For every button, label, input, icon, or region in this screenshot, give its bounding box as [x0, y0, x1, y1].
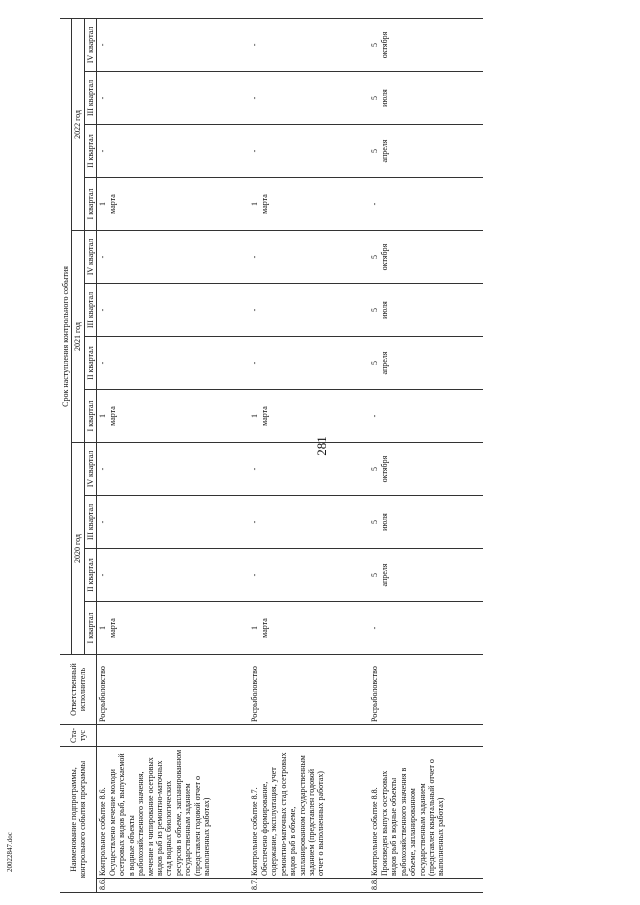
row-number: 8.8. — [369, 879, 483, 893]
deadline-cell — [369, 72, 483, 125]
header-quarter: I квартал — [84, 390, 96, 443]
deadline-cell — [249, 125, 369, 178]
deadline-month: июля — [379, 301, 389, 319]
deadline-day: 5 — [370, 149, 380, 153]
deadline-day: - — [98, 308, 108, 312]
deadline-cell — [369, 496, 483, 549]
deadline-day: - — [98, 573, 108, 577]
deadline-cell — [249, 602, 369, 655]
deadline-cell — [97, 72, 250, 125]
deadline-cell — [249, 178, 369, 231]
deadline-day: - — [98, 467, 108, 471]
deadline-month: апреля — [379, 351, 389, 375]
deadline-month: июля — [379, 513, 389, 531]
header-quarter: I квартал — [84, 602, 96, 655]
footer-filename: 20022847.doc — [6, 832, 14, 872]
deadline-day: - — [370, 202, 380, 206]
deadline-cell — [97, 443, 250, 496]
deadline-month: апреля — [379, 139, 389, 163]
deadline-day: 1 — [250, 202, 260, 206]
deadline-cell — [249, 549, 369, 602]
deadline-cell — [249, 390, 369, 443]
deadline-day: - — [250, 255, 260, 259]
event-status — [249, 725, 369, 747]
deadline-month: октября — [379, 455, 389, 483]
header-quarter: III квартал — [84, 496, 96, 549]
deadline-cell — [369, 178, 483, 231]
deadline-cell — [97, 178, 250, 231]
header-year: 2020 год — [72, 443, 84, 655]
header-quarter: III квартал — [84, 72, 96, 125]
deadline-cell — [249, 496, 369, 549]
deadline-cell — [249, 337, 369, 390]
deadline-cell — [249, 231, 369, 284]
deadline-day: - — [370, 626, 380, 630]
deadline-cell — [249, 443, 369, 496]
header-quarter: III квартал — [84, 284, 96, 337]
deadline-day: - — [250, 361, 260, 365]
deadline-month: марта — [107, 618, 117, 638]
event-executor: Росрыболовство — [369, 655, 483, 725]
rotated-table-page — [60, 18, 600, 893]
deadline-cell — [369, 549, 483, 602]
deadline-month: апреля — [379, 563, 389, 587]
deadline-month: июля — [379, 89, 389, 107]
deadline-cell — [97, 337, 250, 390]
event-executor: Росрыболовство — [97, 655, 250, 725]
event-status — [97, 725, 250, 747]
deadline-day: - — [250, 467, 260, 471]
table-row — [249, 18, 369, 892]
deadline-day: 5 — [370, 520, 380, 524]
header-quarter: II квартал — [84, 337, 96, 390]
deadline-day: - — [250, 96, 260, 100]
deadline-day: - — [250, 573, 260, 577]
deadline-cell — [97, 231, 250, 284]
deadline-cell — [369, 390, 483, 443]
event-name: Контрольное событие 8.7. Обеспечено формирование, содержание, эксплуатация, учет ремонтно-маточных стад осетровых видов рыб в объеме, запланированном государственным заданием (представлен годовой отчет о выполненных работах) — [249, 747, 369, 879]
header-quarter: IV квартал — [84, 18, 96, 71]
event-executor: Росрыболовство — [249, 655, 369, 725]
deadline-day: 5 — [370, 42, 380, 47]
deadline-cell — [369, 443, 483, 496]
header-quarter: I квартал — [84, 178, 96, 231]
deadline-day: 5 — [370, 573, 380, 577]
deadline-day: - — [250, 149, 260, 153]
deadline-month: марта — [259, 618, 269, 638]
deadline-cell — [97, 18, 250, 71]
header-year: 2021 год — [72, 231, 84, 443]
deadline-cell — [249, 284, 369, 337]
header-year: 2022 год — [72, 18, 84, 230]
deadline-cell — [369, 337, 483, 390]
deadline-cell — [97, 496, 250, 549]
deadline-day: - — [98, 149, 108, 153]
deadline-day: - — [250, 308, 260, 312]
deadline-day: - — [98, 520, 108, 524]
deadline-day: - — [98, 96, 108, 100]
deadline-month: марта — [107, 406, 117, 426]
deadline-day: - — [98, 43, 108, 47]
header-quarter: IV квартал — [84, 231, 96, 284]
deadline-cell — [97, 125, 250, 178]
table-row — [97, 18, 250, 892]
header-quarter: II квартал — [84, 549, 96, 602]
page-number: 281 — [313, 436, 329, 456]
deadline-day: 1 — [250, 414, 260, 418]
deadline-day: 5 — [370, 255, 380, 259]
deadline-day: 1 — [98, 626, 108, 630]
deadline-cell — [97, 602, 250, 655]
deadline-day: - — [370, 414, 380, 418]
deadline-cell — [97, 390, 250, 443]
events-table — [60, 18, 483, 893]
deadline-month: октября — [379, 243, 389, 271]
deadline-cell — [249, 72, 369, 125]
event-name: Контрольное событие 8.8. Произведен выпуск осетровых видов рыб в водные объекты рыбохозяйственного значения в объеме, запланированном государственным заданием (представлен квартальный отчет о выполненных работах) — [369, 747, 483, 879]
header-quarter: II квартал — [84, 125, 96, 178]
deadline-day: - — [98, 255, 108, 259]
deadline-month: октября — [379, 31, 389, 59]
deadline-day: - — [98, 361, 108, 365]
deadline-cell — [369, 18, 483, 71]
deadline-cell — [369, 231, 483, 284]
deadline-day: 1 — [98, 202, 108, 206]
row-number: 8.7. — [249, 879, 369, 893]
deadline-cell — [249, 18, 369, 71]
deadline-cell — [369, 284, 483, 337]
header-status: Ста-тус — [60, 725, 97, 747]
deadline-day: - — [250, 43, 260, 47]
deadline-day: 5 — [370, 361, 380, 365]
deadline-cell — [369, 602, 483, 655]
event-name: Контрольное событие 8.6. Осуществлено мечение молоди осетровых видов рыб, выпускаемой в водные объекты рыбохозяйственного значения, мечение и чипирование осетровых видов рыб из ремонтно-маточных стад водных биологических ресурсов в объеме, запланированном государственным заданием (представлен годовой отчет о выполненных работах) — [97, 747, 250, 879]
header-name: Наименование подпрограммы, контрольного события программы — [60, 747, 97, 893]
deadline-month: марта — [259, 406, 269, 426]
deadline-month: марта — [259, 194, 269, 214]
deadline-day: 5 — [370, 96, 380, 100]
header-executor: Ответственный исполнитель — [60, 655, 97, 725]
event-status — [369, 725, 483, 747]
deadline-cell — [97, 549, 250, 602]
deadline-month: марта — [107, 194, 117, 214]
deadline-day: 1 — [98, 414, 108, 418]
deadline-day: 1 — [250, 626, 260, 630]
header-quarter: IV квартал — [84, 443, 96, 496]
deadline-day: 5 — [370, 308, 380, 312]
deadline-day: - — [250, 520, 260, 524]
row-number: 8.6. — [97, 879, 250, 893]
deadline-cell — [369, 125, 483, 178]
deadline-cell — [97, 284, 250, 337]
table-row — [369, 18, 483, 892]
header-period: Срок наступления контрольного события — [60, 18, 72, 654]
deadline-day: 5 — [370, 467, 380, 471]
